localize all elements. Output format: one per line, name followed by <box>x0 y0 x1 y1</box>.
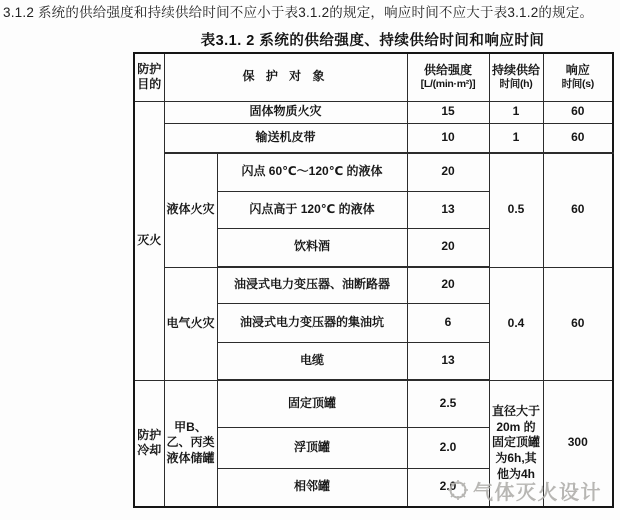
group-label-tank-class: 甲B、乙、丙类液体储罐 <box>164 380 217 507</box>
intensity-cell: 20 <box>407 267 489 303</box>
intensity-cell: 13 <box>407 191 489 228</box>
header-duration-label: 持续供给 <box>492 62 541 77</box>
header-intensity-label: 供给强度 <box>424 62 473 77</box>
header-protection-purpose: 防护目的 <box>134 53 164 101</box>
object-cell: 闪点 60℃～120℃ 的液体 <box>217 153 407 191</box>
purpose-cooling-cell: 防护冷却 <box>134 380 164 507</box>
response-cell: 300 <box>543 380 613 507</box>
object-cell: 油浸式电力变压器的集油坑 <box>217 303 407 342</box>
object-cell: 固体物质火灾 <box>164 101 407 123</box>
table-header-row <box>134 53 613 101</box>
intensity-cell: 20 <box>407 153 489 191</box>
table-row <box>134 153 613 191</box>
header-supply-intensity <box>407 53 489 101</box>
header-protected-object: 保 护 对 象 <box>164 53 407 101</box>
group-label-electric-fire: 电气火灾 <box>164 267 217 380</box>
clause-text: 3.1.2 系统的供给强度和持续供给时间不应小于表3.1.2的规定，响应时间不应大于表3.1.2的规定。 <box>3 5 594 20</box>
duration-cell: 1 <box>489 101 543 123</box>
object-cell: 输送机皮带 <box>164 123 407 153</box>
object-cell: 固定顶罐 <box>217 380 407 427</box>
intensity-cell: 15 <box>407 101 489 123</box>
group-label-liquid-fire: 液体火灾 <box>164 153 217 267</box>
object-cell: 相邻罐 <box>217 468 407 507</box>
header-intensity-unit: [L/(min·m²)] <box>420 78 476 91</box>
intensity-cell: 2.5 <box>407 380 489 427</box>
intensity-cell: 2.0 <box>407 427 489 468</box>
response-cell: 60 <box>543 267 613 380</box>
intensity-cell: 2.0 <box>407 468 489 507</box>
object-cell: 饮料酒 <box>217 228 407 267</box>
object-cell: 浮顶罐 <box>217 427 407 468</box>
header-response-label: 响应 <box>565 62 590 77</box>
object-cell: 闪点高于 120℃ 的液体 <box>217 191 407 228</box>
intensity-cell: 10 <box>407 123 489 153</box>
object-cell: 电缆 <box>217 342 407 380</box>
header-response-unit: 时间(s) <box>561 78 594 91</box>
table-row <box>134 101 613 123</box>
duration-note-cell: 直径大于20m 的固定顶罐为6h,其他为4h <box>489 380 543 507</box>
purpose-extinguish-cell: 灭火 <box>134 101 164 380</box>
duration-cell: 0.4 <box>489 267 543 380</box>
header-response-time <box>543 53 613 101</box>
header-duration-unit: 时间(h) <box>499 78 533 91</box>
intensity-cell: 13 <box>407 342 489 380</box>
response-cell: 60 <box>543 101 613 123</box>
object-cell: 油浸式电力变压器、油断路器 <box>217 267 407 303</box>
table-row <box>134 380 613 427</box>
response-cell: 60 <box>543 153 613 267</box>
table-title: 表3.1. 2 系统的供给强度、持续供给时间和响应时间 <box>200 33 545 49</box>
table-row <box>134 267 613 303</box>
spec-table <box>133 52 614 508</box>
intensity-cell: 6 <box>407 303 489 342</box>
table-row <box>134 123 613 153</box>
duration-cell: 0.5 <box>489 153 543 267</box>
response-cell: 60 <box>543 123 613 153</box>
header-supply-duration <box>489 53 543 101</box>
duration-cell: 1 <box>489 123 543 153</box>
intensity-cell: 20 <box>407 228 489 267</box>
watermark-text: 气体灭火设计 <box>473 481 602 504</box>
